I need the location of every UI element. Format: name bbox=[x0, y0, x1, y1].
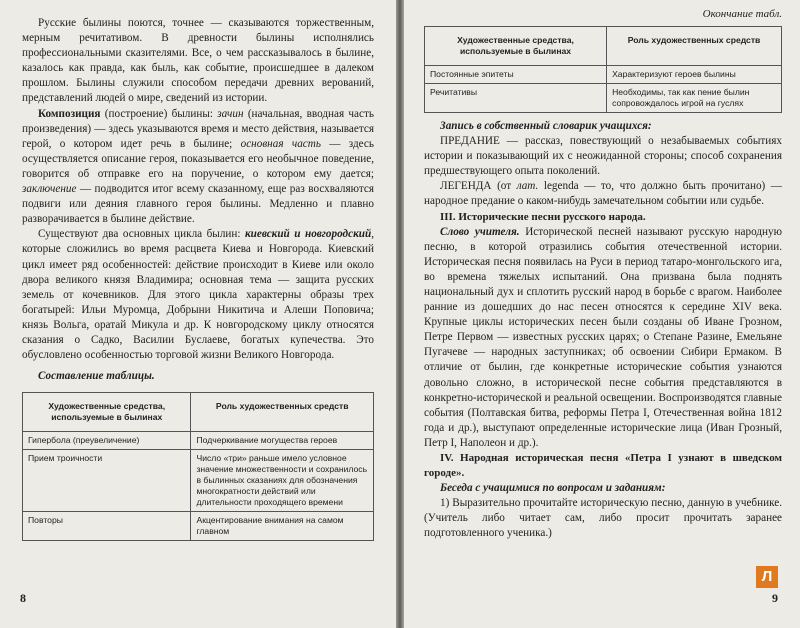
right-page-content bbox=[424, 8, 782, 541]
text-span: , которые сложились во время расцвета Киева и Новгорода. Киевский цикл имеет ряд особенностей: действие происходит в Киеве или около двора великого князя Владимира; основная тема — защита русских земель от кочевников. Для этого цикла характерны образы трех богатырей: Ильи Муромца, Добрыни Никитича и Алеши Поповича; князь Вольга, оратай Микула и др. К новгородскому циклу относятся сказания о Садко, Василии Буслаеве, богатых купечества. Это обусловлено особенностью торговой жизни Великого Новгорода. bbox=[22, 228, 374, 362]
paragraph-composition bbox=[22, 107, 374, 228]
term-composition: Композиция bbox=[38, 107, 101, 120]
discussion-heading: Беседа с учащимися по вопросам и заданиям: bbox=[440, 481, 666, 494]
text-span: — подводится итог всему сказанному, еще раз восхваляются подвиги или деяния главного героя былины. Медленно и плавно разворачивается в былине действие. bbox=[22, 183, 374, 226]
table-cell: Подчеркивание могущества героев bbox=[191, 432, 374, 450]
table-heading: Составление таблицы. bbox=[38, 370, 155, 383]
table-row bbox=[425, 84, 782, 113]
table-cell: Характеризуют героев былины bbox=[607, 66, 782, 84]
page-number: 9 bbox=[772, 591, 778, 605]
table-cell: Речитативы bbox=[425, 84, 607, 113]
section-heading-4: IV. Народная историческая песня «Петра I узнают в шведском городе». bbox=[424, 451, 782, 479]
paragraph-bylina-performance: Русские былины поются, точнее — сказываются торжественным, мерным речитативом. В древности былины исполнялись профессиональными сказителями. Все, о чем рассказывалось в былине, казалось как правда, как быль, как событие, происшедшее в далеком прошлом. Былины служили способом передачи древних верований, представлений людей о мире, сведений из истории. bbox=[22, 17, 374, 105]
table-header-cell: Художественные средства, используемые в былинах bbox=[425, 27, 607, 66]
text-span: Исторической песней называют русскую народную песню, в которой отразились события отечественной истории. Историческая песня появилась на Руси в период татаро-монгольского ига, во времена тяжелых испытаний. Она призвана была поднять национальный дух и сплотить русский народ в борьбе с врагом. Наиболее ранние из дошедших до нас песен относятся к середине XIV века. Крупные циклы исторических песен были созданы об Иване Грозном, Петре Первом — известных русских царях; о Степане Разине, Емельяне Пугачеве — народных заступниках; об освоении Сибири Ермаком. В отличие от былин, где конкретные исторические события узнаются довольно сложно, в исторической песне события представляются в конкретно-исторической и реальной освещении. Воспроизводятся главные события (Полтавская битва, реформы Петра I, Отечественная война 1812 года и др.), выступают определенные исторические лица (Иван Грозный, Петр I, Наполеон и др.). bbox=[424, 225, 782, 449]
table-header-cell: Роль художественных средств bbox=[607, 27, 782, 66]
table-row bbox=[23, 432, 374, 450]
running-head: Окончание табл. bbox=[702, 8, 782, 20]
table-row bbox=[23, 450, 374, 512]
definition-legenda bbox=[424, 179, 782, 209]
art-means-table-continued bbox=[424, 26, 782, 113]
text-span: legenda — то, что должно быть прочитано) — народное предание о каком-нибудь замечательном событии или судьбе. bbox=[424, 180, 782, 208]
page-number: 8 bbox=[20, 591, 26, 605]
table-cell: Акцентирование внимания на самом главном bbox=[191, 512, 374, 541]
term-zachin: зачин bbox=[217, 107, 244, 120]
text-span: лат. bbox=[516, 180, 539, 193]
section-heading-3: III. Исторические песни русского народа. bbox=[440, 210, 646, 223]
book-gutter bbox=[396, 0, 404, 628]
task-1: 1) Выразительно прочитайте историческую песню, данную в учебнике. (Учитель либо читает сам, либо просит прочитать заранее подготовленного ученика.) bbox=[424, 497, 782, 540]
table-row bbox=[425, 66, 782, 84]
paragraph-cycles bbox=[22, 227, 374, 363]
table-cell: Необходимы, так как пение былин сопровождалось игрой на гуслях bbox=[607, 84, 782, 113]
term-conclusion: заключение bbox=[22, 183, 77, 196]
left-page-content bbox=[22, 16, 374, 541]
art-means-table bbox=[22, 392, 374, 541]
teacher-word-label: Слово учителя. bbox=[440, 225, 520, 238]
right-page bbox=[404, 0, 800, 628]
term-legenda: ЛЕГЕНДА bbox=[440, 180, 492, 193]
term-predanie: ПРЕДАНИЕ bbox=[440, 135, 500, 148]
left-page bbox=[0, 0, 396, 628]
table-cell: Прием троичности bbox=[23, 450, 191, 512]
text-span: — здесь осуществляется описание героя, показывается его необычное поведение, говорится об отправке его на поручение, о котором ему дается; bbox=[22, 137, 374, 180]
text-span: (от bbox=[491, 180, 517, 193]
table-header-row bbox=[23, 393, 374, 432]
table-cell: Постоянные эпитеты bbox=[425, 66, 607, 84]
paragraph-teacher-word bbox=[424, 225, 782, 451]
publisher-logo-icon: Л bbox=[756, 566, 778, 588]
table-row bbox=[23, 512, 374, 541]
text-span: — рассказ, повествующий о незабываемых событиях истории и показывающий их с неожиданной стороны; способ сохранения предшествующего опыта поколений. bbox=[424, 135, 782, 178]
term-main-part: основная часть bbox=[240, 137, 321, 150]
table-cell: Число «три» раньше имело условное значение множественности и сохранилось в былинных сказаниях для обозначения многократности действий или длительности проходящего времени bbox=[191, 450, 374, 512]
term-cycles: киевский и новгородский bbox=[244, 228, 372, 241]
table-cell: Повторы bbox=[23, 512, 191, 541]
table-header-row bbox=[425, 27, 782, 66]
definition-predanie bbox=[424, 134, 782, 179]
table-header-cell: Роль художественных средств bbox=[191, 393, 374, 432]
text-span: Существуют два основных цикла былин: bbox=[38, 228, 245, 241]
table-header-cell: Художественные средства, используемые в былинах bbox=[23, 393, 191, 432]
text-span: (построение) былины: bbox=[100, 107, 218, 120]
dictionary-heading: Запись в собственный словарик учащихся: bbox=[440, 120, 652, 132]
table-cell: Гипербола (преувеличение) bbox=[23, 432, 191, 450]
text-span: (начальная, вводная часть произведения) — здесь указываются время и место действия, называется герой, о котором идет речь в былине; bbox=[22, 107, 374, 150]
